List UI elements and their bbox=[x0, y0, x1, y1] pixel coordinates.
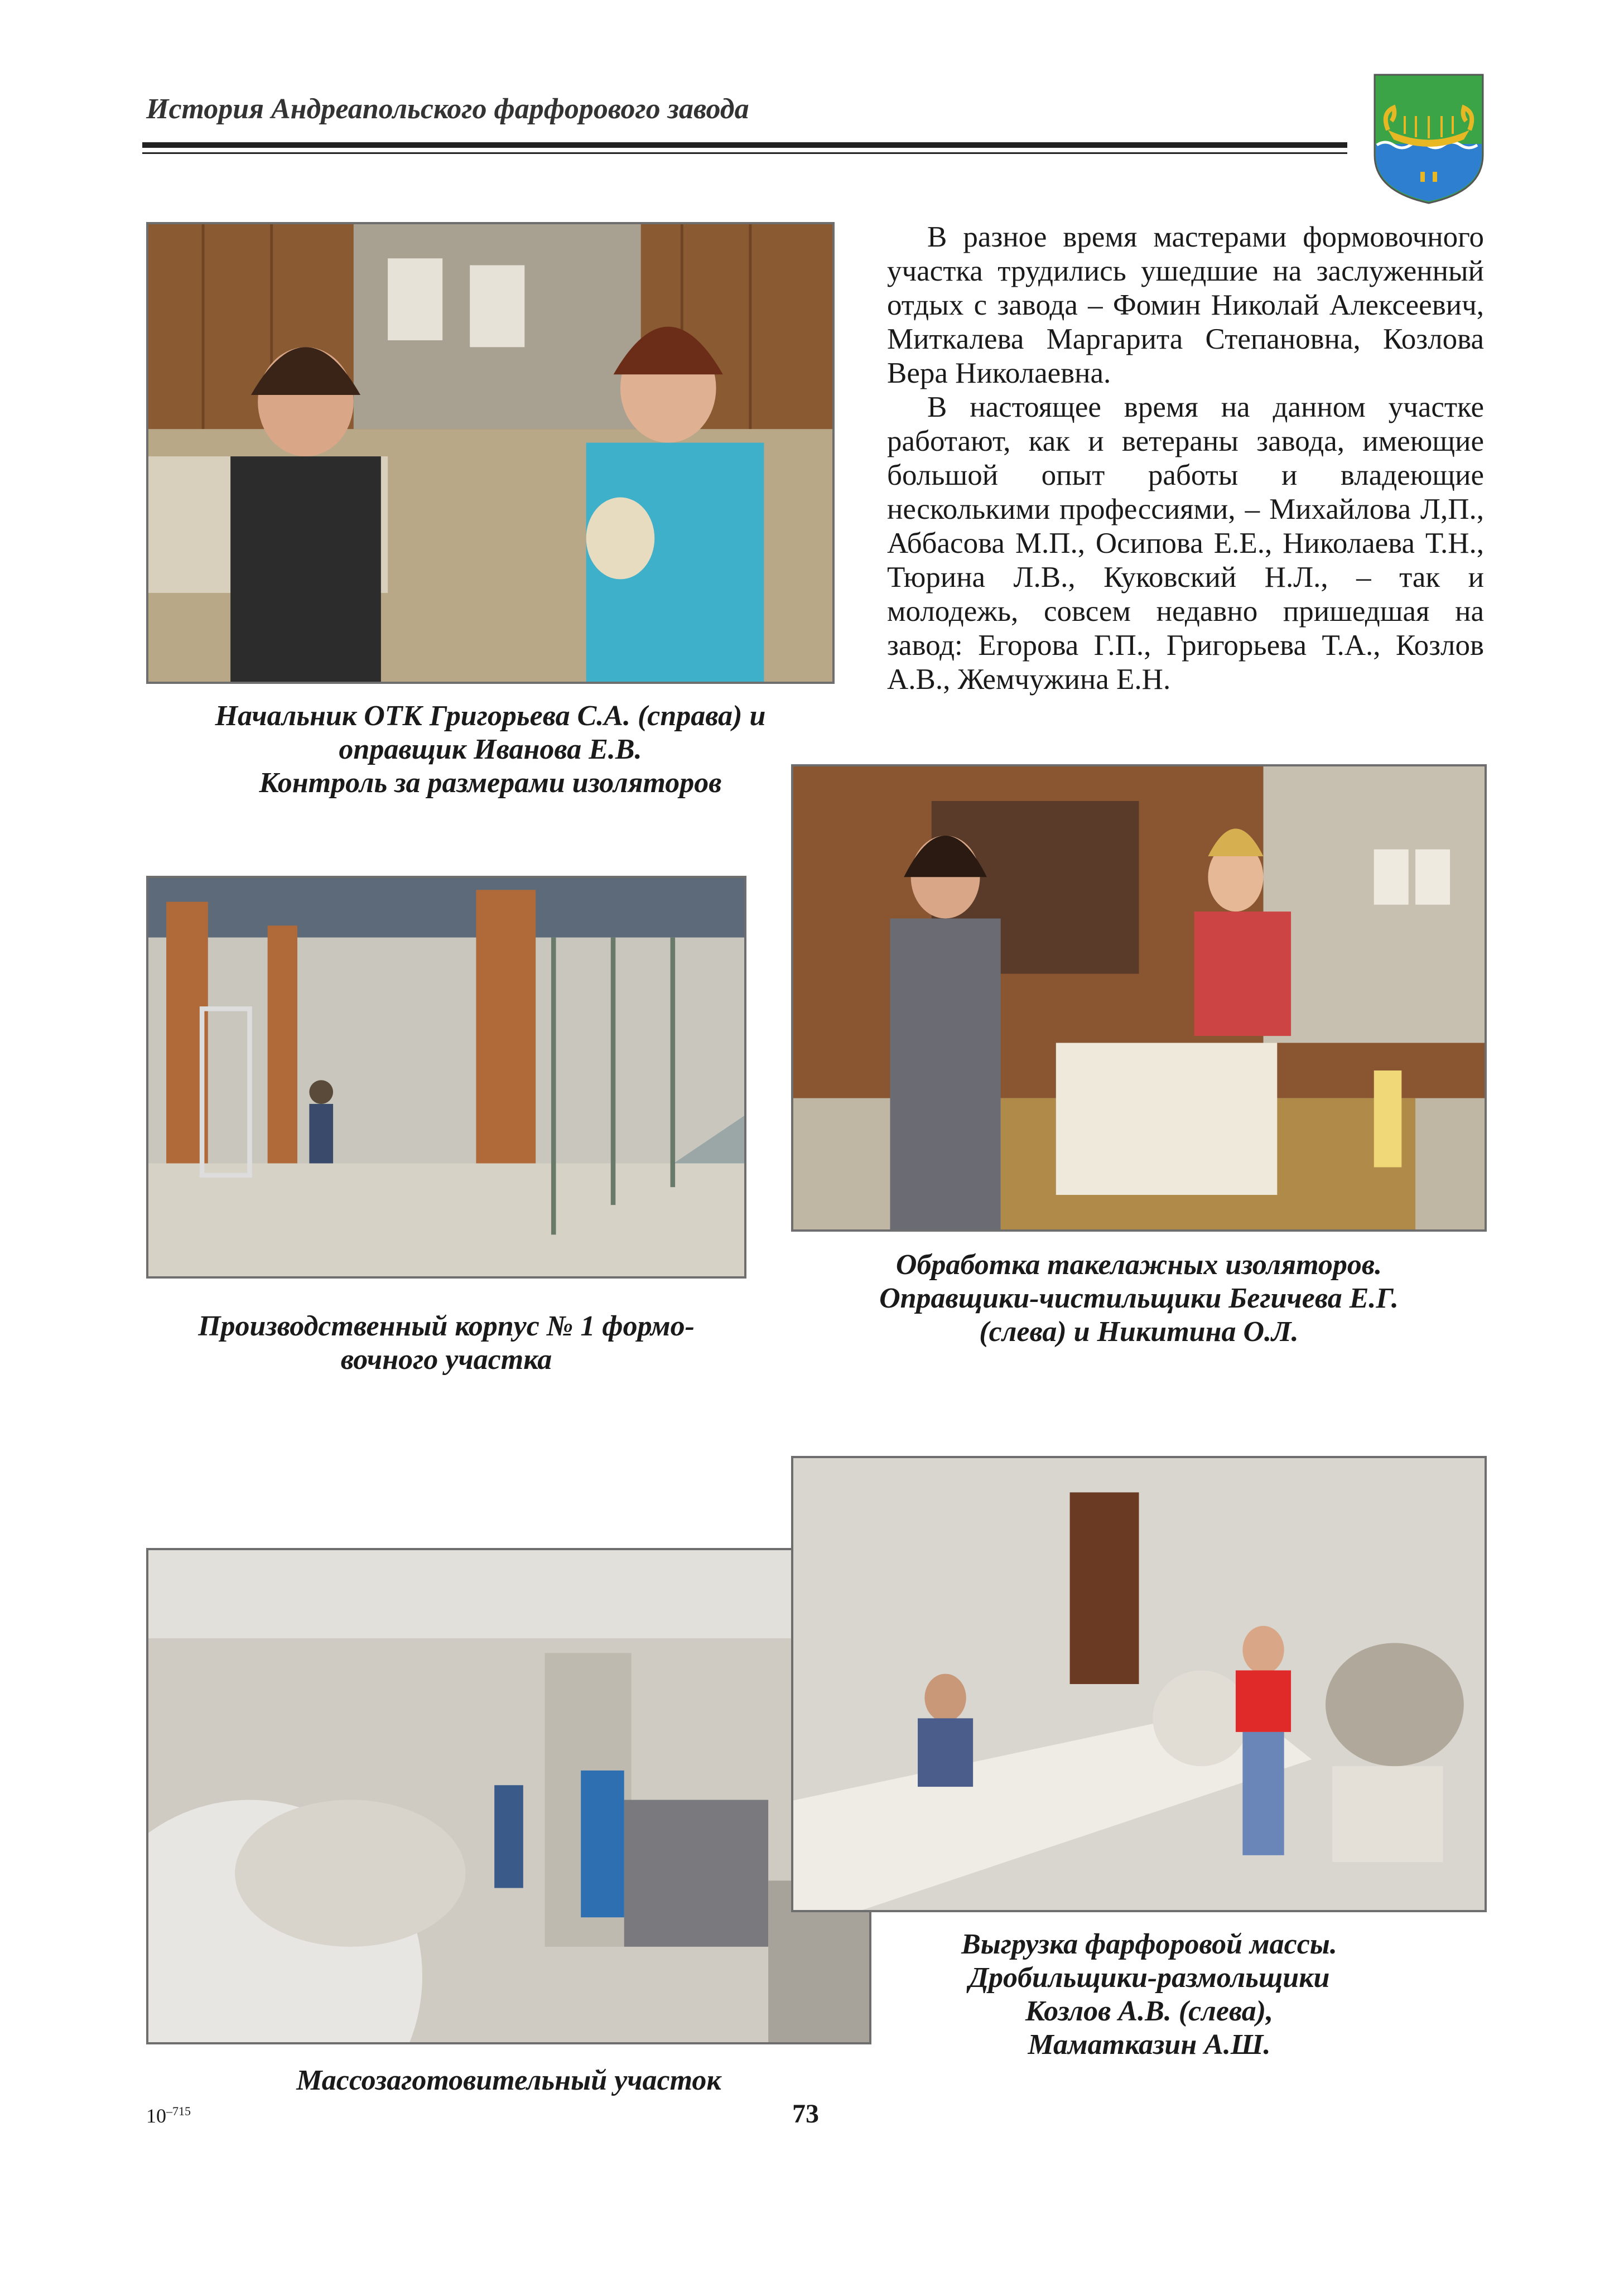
caption-line: оправщик Иванова Е.В. bbox=[339, 734, 642, 765]
caption-photo5 bbox=[870, 1928, 1428, 2062]
caption-line: Контроль за размерами изоляторов bbox=[259, 767, 722, 799]
caption-line: вочного участка bbox=[340, 1344, 552, 1376]
photo-production-building bbox=[146, 876, 746, 1279]
caption-line: Начальник ОТК Григорьева С.А. (справа) и bbox=[215, 700, 766, 732]
header-rule-thick bbox=[142, 142, 1347, 148]
caption-line: Козлов А.В. (слева), bbox=[1025, 1995, 1274, 2027]
running-header: История Андреапольского фарфорового завода bbox=[146, 93, 749, 125]
caption-photo1 bbox=[146, 700, 835, 800]
article-body bbox=[887, 220, 1484, 697]
caption-line: Обработка такелажных изоляторов. bbox=[895, 1249, 1382, 1281]
paragraph: В настоящее время на данном участке работают, как и ветераны завода, имеющие большой опыт работы и владеющие несколькими профессиями, – Михайлова Л,П., Аббасова М.П., Осипова Е.Е., Николаева Т.Н., Тюрина Л.В., Куковский Н.Л., – так и молодежь, совсем недавно пришедшая на завод: Егорова Г.П., Григорьева Т.А., Козлов А.В., Жемчужина Е.Н. bbox=[887, 391, 1484, 696]
signature-base: 10 bbox=[146, 2105, 166, 2127]
caption-line: (слева) и Никитина О.Л. bbox=[979, 1316, 1299, 1348]
town-crest-logo bbox=[1371, 71, 1486, 205]
page-number: 73 bbox=[792, 2099, 819, 2129]
printer-signature bbox=[146, 2104, 191, 2128]
caption-photo4 bbox=[146, 2064, 871, 2097]
caption-line: Массозаготовительный участок bbox=[296, 2065, 721, 2096]
photo-otk-inspectors bbox=[146, 222, 835, 684]
paragraph: В разное время мастерами формовочного участка трудились ушедшие на заслуженный отдых с завода – Фомин Николай Алексеевич, Миткалева Маргарита Степановна, Козлова Вера Николаевна. bbox=[887, 221, 1484, 389]
signature-sup: –715 bbox=[166, 2104, 191, 2118]
photo-rigging-insulators bbox=[791, 764, 1487, 1232]
caption-line: Дробильщики-размольщики bbox=[968, 1962, 1330, 1994]
caption-line: Маматказин А.Ш. bbox=[1028, 2029, 1271, 2061]
caption-photo2 bbox=[146, 1310, 746, 1377]
photo-mass-preparation bbox=[146, 1548, 871, 2044]
caption-line: Выгрузка фарфоровой массы. bbox=[961, 1928, 1337, 1960]
photo-porcelain-mass-unloading bbox=[791, 1456, 1487, 1912]
header-rule-thin bbox=[142, 152, 1347, 154]
caption-photo3 bbox=[791, 1248, 1487, 1349]
caption-line: Производственный корпус № 1 формо- bbox=[198, 1310, 695, 1342]
caption-line: Оправщики-чистильщики Бегичева Е.Г. bbox=[879, 1282, 1399, 1314]
